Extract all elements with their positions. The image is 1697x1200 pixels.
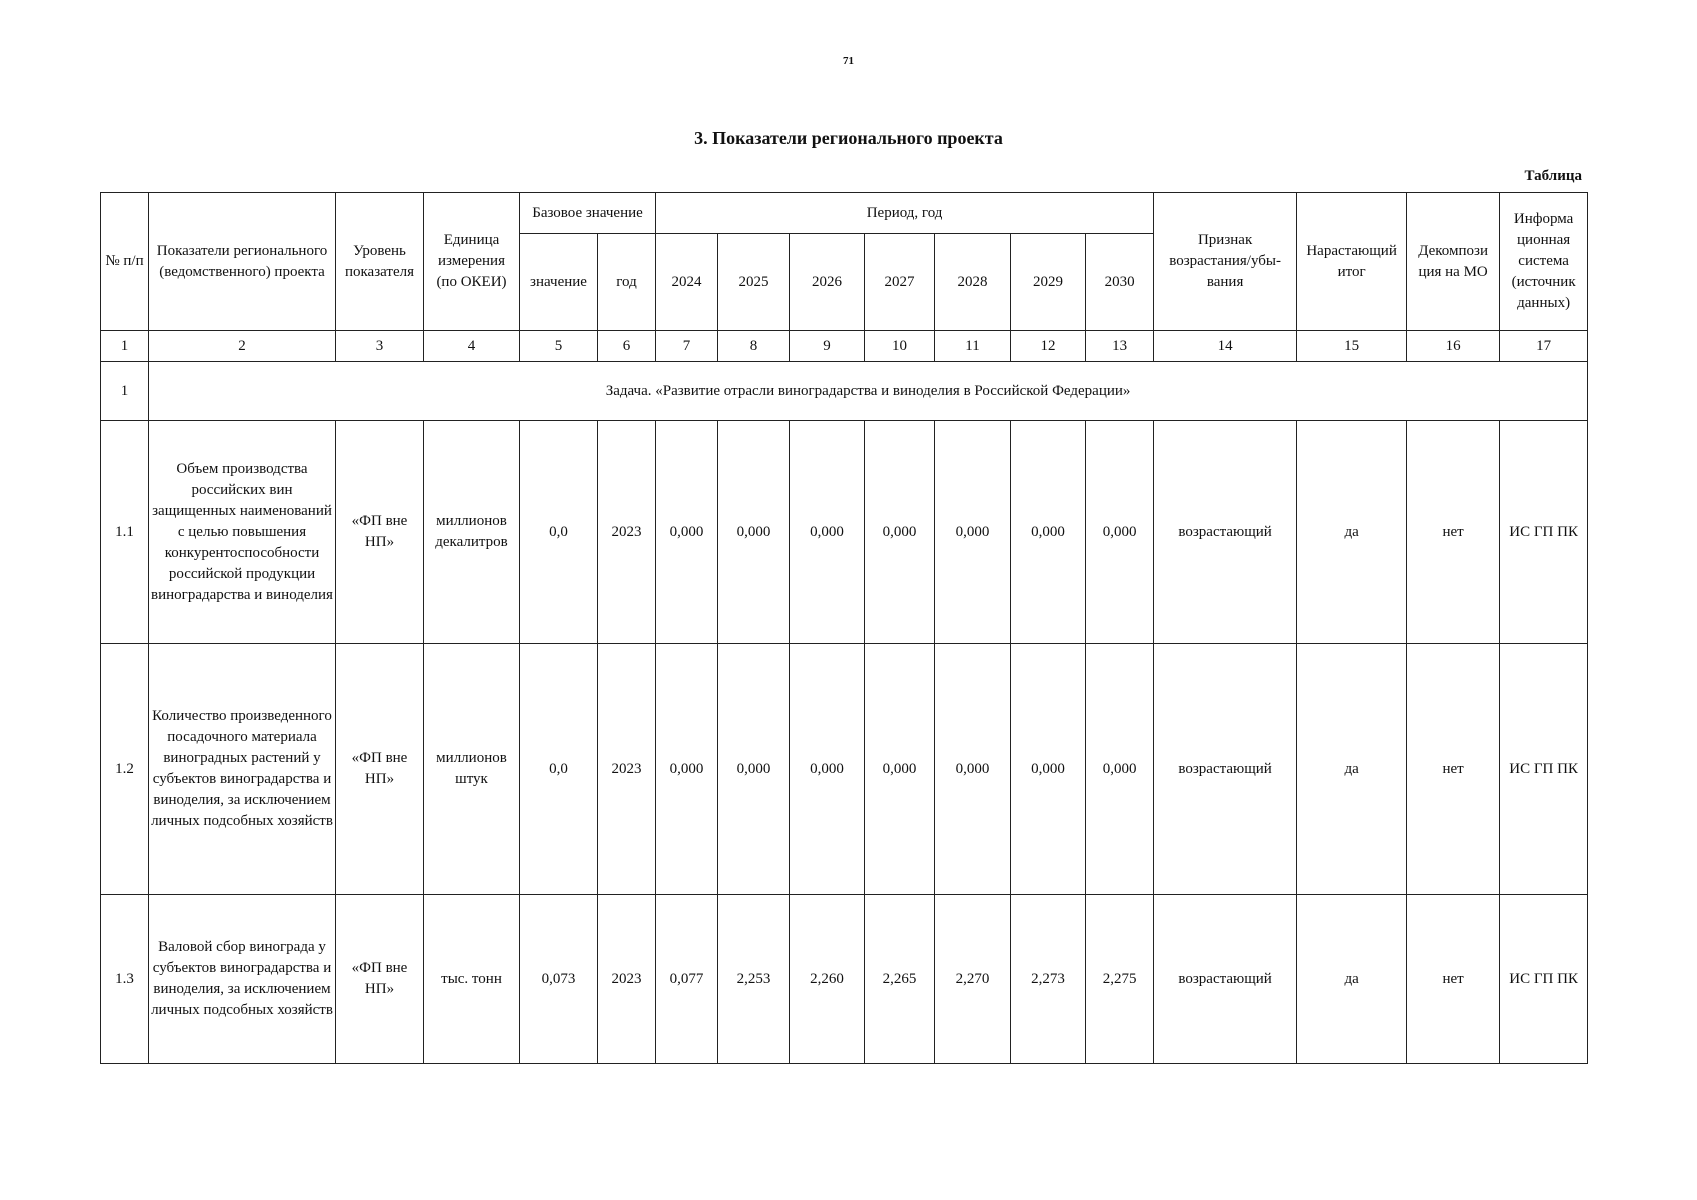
base-year: 2023 [598, 644, 656, 895]
year-value: 0,000 [935, 644, 1011, 895]
column-number: 5 [520, 331, 598, 362]
header-decomp: Декомпози ция на МО [1407, 193, 1500, 331]
base-value: 0,073 [520, 895, 598, 1064]
row-num: 1.3 [101, 895, 149, 1064]
year-value: 0,000 [656, 421, 718, 644]
header-year: 2026 [790, 234, 865, 331]
trend: возрастающий [1154, 644, 1297, 895]
year-value: 2,275 [1086, 895, 1154, 1064]
year-value: 2,270 [935, 895, 1011, 1064]
column-number: 3 [336, 331, 424, 362]
header-year: 2027 [865, 234, 935, 331]
indicator-name: Количество произведенного посадочного материала виноградных растений у субъектов виноградарства и виноделия, за исключением личных подсобных хозяйств [149, 644, 336, 895]
indicator-level: «ФП вне НП» [336, 421, 424, 644]
year-value: 0,000 [1011, 644, 1086, 895]
header-source: Информа ционная система (источник данных) [1500, 193, 1588, 331]
trend: возрастающий [1154, 421, 1297, 644]
column-number: 14 [1154, 331, 1297, 362]
base-value: 0,0 [520, 644, 598, 895]
column-number: 6 [598, 331, 656, 362]
column-number: 1 [101, 331, 149, 362]
header-num: № п/п [101, 193, 149, 331]
base-year: 2023 [598, 421, 656, 644]
year-value: 0,000 [790, 421, 865, 644]
data-source: ИС ГП ПК [1500, 895, 1588, 1064]
cumulative: да [1297, 644, 1407, 895]
cumulative: да [1297, 895, 1407, 1064]
year-value: 2,253 [718, 895, 790, 1064]
decomposition: нет [1407, 644, 1500, 895]
column-number: 2 [149, 331, 336, 362]
row-num: 1.1 [101, 421, 149, 644]
column-number: 7 [656, 331, 718, 362]
header-base: Базовое значение [520, 193, 656, 234]
year-value: 0,000 [1011, 421, 1086, 644]
column-number: 8 [718, 331, 790, 362]
base-year: 2023 [598, 895, 656, 1064]
indicator-level: «ФП вне НП» [336, 895, 424, 1064]
task-num: 1 [101, 362, 149, 421]
row-num: 1.2 [101, 644, 149, 895]
task-row [101, 362, 1588, 421]
year-value: 0,077 [656, 895, 718, 1064]
table-caption: Таблица [1524, 168, 1582, 184]
year-value: 0,000 [1086, 421, 1154, 644]
table-row [101, 421, 1588, 644]
year-value: 2,260 [790, 895, 865, 1064]
year-value: 0,000 [718, 644, 790, 895]
indicators-table [100, 192, 1588, 1064]
indicator-unit: миллионов декалитров [424, 421, 520, 644]
column-number: 17 [1500, 331, 1588, 362]
header-year: 2028 [935, 234, 1011, 331]
data-source: ИС ГП ПК [1500, 421, 1588, 644]
header-trend: Признак возрастания/убы-вания [1154, 193, 1297, 331]
header-name: Показатели регионального (ведомственного) проекта [149, 193, 336, 331]
header-base-year: год [598, 234, 656, 331]
base-value: 0,0 [520, 421, 598, 644]
column-number: 4 [424, 331, 520, 362]
header-year: 2024 [656, 234, 718, 331]
header-year: 2030 [1086, 234, 1154, 331]
header-period: Период, год [656, 193, 1154, 234]
table-row [101, 644, 1588, 895]
decomposition: нет [1407, 421, 1500, 644]
header-unit: Единица измерения (по ОКЕИ) [424, 193, 520, 331]
year-value: 0,000 [935, 421, 1011, 644]
task-text: Задача. «Развитие отрасли виноградарства и виноделия в Российской Федерации» [149, 362, 1588, 421]
indicator-name: Валовой сбор винограда у субъектов виноградарства и виноделия, за исключением личных подсобных хозяйств [149, 895, 336, 1064]
year-value: 0,000 [790, 644, 865, 895]
year-value: 0,000 [865, 644, 935, 895]
section-title: 3. Показатели регионального проекта [694, 128, 1003, 148]
header-level: Уровень показателя [336, 193, 424, 331]
column-number: 11 [935, 331, 1011, 362]
year-value: 0,000 [1086, 644, 1154, 895]
indicator-unit: тыс. тонн [424, 895, 520, 1064]
column-number: 9 [790, 331, 865, 362]
column-number: 16 [1407, 331, 1500, 362]
page-number: 71 [843, 55, 854, 67]
year-value: 2,265 [865, 895, 935, 1064]
column-number: 10 [865, 331, 935, 362]
data-source: ИС ГП ПК [1500, 644, 1588, 895]
year-value: 0,000 [656, 644, 718, 895]
trend: возрастающий [1154, 895, 1297, 1064]
year-value: 0,000 [718, 421, 790, 644]
column-number-row [101, 331, 1588, 362]
header-year: 2029 [1011, 234, 1086, 331]
year-value: 0,000 [865, 421, 935, 644]
decomposition: нет [1407, 895, 1500, 1064]
cumulative: да [1297, 421, 1407, 644]
header-year: 2025 [718, 234, 790, 331]
table-row [101, 895, 1588, 1064]
year-value: 2,273 [1011, 895, 1086, 1064]
column-number: 15 [1297, 331, 1407, 362]
column-number: 12 [1011, 331, 1086, 362]
indicator-unit: миллионов штук [424, 644, 520, 895]
indicator-level: «ФП вне НП» [336, 644, 424, 895]
header-cumulative: Нарастающий итог [1297, 193, 1407, 331]
column-number: 13 [1086, 331, 1154, 362]
header-base-value: значение [520, 234, 598, 331]
indicator-name: Объем производства российских вин защищенных наименований с целью повышения конкурентоспособности российской продукции виноградарства и виноделия [149, 421, 336, 644]
